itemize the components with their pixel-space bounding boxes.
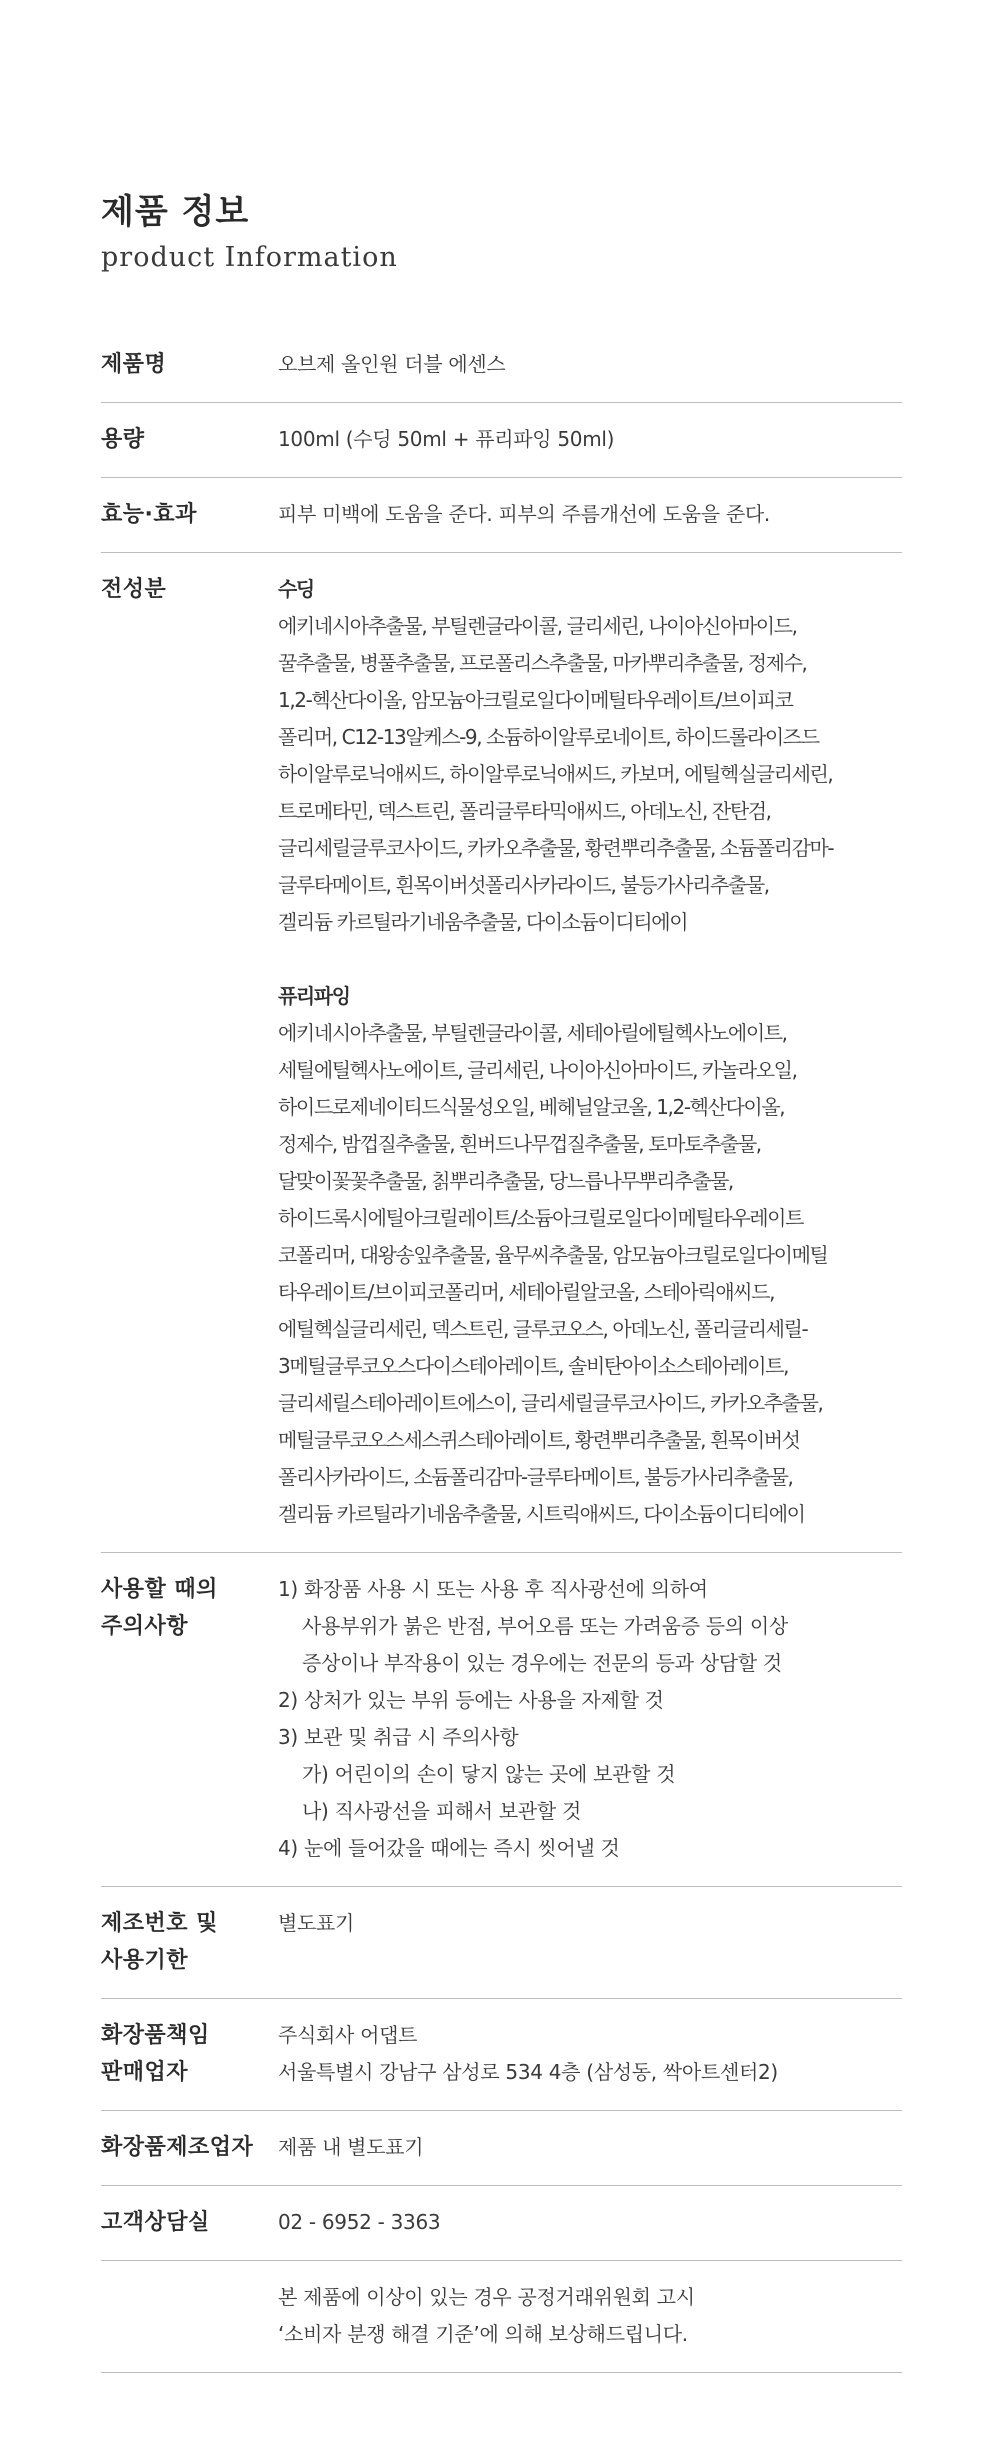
seller-info bbox=[278, 2017, 902, 2091]
ingredient-line: 글리세릴글루코사이드, 카카오추출물, 황련뿌리추출물, 소듐폴리감마- bbox=[278, 836, 834, 860]
purifying-title: 퓨리파잉 bbox=[278, 984, 350, 1008]
ingredient-line: 1,2-헥산다이올, 암모늄아크릴로일다이메틸타우레이트/브이피코 bbox=[278, 688, 793, 712]
row-label bbox=[101, 2017, 278, 2091]
notice-line: 본 제품에 이상이 있는 경우 공정거래위원회 고시 bbox=[278, 2285, 695, 2309]
ingredient-line: 메틸글루코오스세스퀴스테아레이트, 황련뿌리추출물, 흰목이버섯 bbox=[278, 1428, 800, 1452]
row-seller bbox=[101, 1999, 902, 2111]
ingredient-line: 하이드로제네이티드식물성오일, 베헤닐알코올, 1,2-헥산다이올, bbox=[278, 1095, 785, 1119]
row-label: 전성분 bbox=[101, 577, 167, 602]
row-label-empty bbox=[101, 2279, 278, 2353]
row-value: 별도표기 bbox=[278, 1911, 355, 1935]
paragraph-gap bbox=[278, 941, 902, 978]
ingredient-line: 꿀추출물, 병풀추출물, 프로폴리스추출물, 마카뿌리추출물, 정제수, bbox=[278, 651, 807, 675]
caution-list bbox=[278, 1571, 902, 1867]
ingredient-line: 겔리듐 카르틸라기네움추출물, 시트릭애씨드, 다이소듐이디티에이 bbox=[278, 1502, 805, 1526]
ingredient-line: 폴리머, C12-13알케스-9, 소듐하이알루로네이트, 하이드롤라이즈드 bbox=[278, 725, 819, 749]
notice-text bbox=[278, 2279, 902, 2353]
ingredient-line: 3메틸글루코오스다이스테아레이트, 솔비탄아이소스테아레이트, bbox=[278, 1354, 789, 1378]
ingredient-line: 에키네시아추출물, 부틸렌글라이콜, 세테아릴에틸헥사노에이트, bbox=[278, 1021, 787, 1045]
caution-line: 1) 화장품 사용 시 또는 사용 후 직사광선에 의하여 bbox=[278, 1577, 708, 1601]
page-subtitle: product Information bbox=[101, 242, 398, 273]
ingredient-line: 글루타메이트, 흰목이버섯폴리사카라이드, 불등가사리추출물, bbox=[278, 873, 769, 897]
row-caution bbox=[101, 1553, 902, 1887]
caution-line: 4) 눈에 들어갔을 때에는 즉시 씻어낼 것 bbox=[278, 1836, 620, 1860]
label-line: 화장품책임 bbox=[101, 2023, 210, 2048]
row-label: 고객상담실 bbox=[101, 2210, 210, 2235]
product-info-table bbox=[101, 328, 902, 2373]
caution-line: 2) 상처가 있는 부위 등에는 사용을 자제할 것 bbox=[278, 1688, 664, 1712]
row-volume bbox=[101, 403, 902, 478]
caution-line: 사용부위가 붉은 반점, 부어오름 또는 가려움증 등의 이상 bbox=[302, 1614, 788, 1638]
seller-address: 서울특별시 강남구 삼성로 534 4층 (삼성동, 싹아트센터2) bbox=[278, 2060, 778, 2084]
row-label bbox=[101, 1905, 278, 1979]
ingredient-line: 하이드록시에틸아크릴레이트/소듐아크릴로일다이메틸타우레이트 bbox=[278, 1206, 804, 1230]
caution-line: 가) 어린이의 손이 닿지 않는 곳에 보관할 것 bbox=[302, 1762, 676, 1786]
label-line: 사용할 때의 bbox=[101, 1577, 218, 1602]
row-value: 제품 내 별도표기 bbox=[278, 2135, 424, 2159]
ingredient-line: 정제수, 밤껍질추출물, 흰버드나무껍질추출물, 토마토추출물, bbox=[278, 1132, 761, 1156]
row-value: 피부 미백에 도움을 준다. 피부의 주름개선에 도움을 준다. bbox=[278, 502, 770, 526]
row-ingredients bbox=[101, 553, 902, 1553]
row-value: 100ml (수딩 50ml + 퓨리파잉 50ml) bbox=[278, 427, 615, 451]
soothing-title: 수딩 bbox=[278, 577, 314, 601]
product-info-section bbox=[101, 190, 902, 2373]
page-title: 제품 정보 bbox=[101, 192, 250, 232]
label-line: 제조번호 및 bbox=[101, 1911, 218, 1936]
row-value: 오브제 올인원 더블 에센스 bbox=[278, 352, 506, 376]
row-manufacturer bbox=[101, 2111, 902, 2186]
row-label: 용량 bbox=[101, 427, 145, 452]
phone-number: 02 - 6952 - 3363 bbox=[278, 2210, 441, 2234]
seller-name: 주식회사 어댑트 bbox=[278, 2023, 418, 2047]
ingredient-line: 폴리사카라이드, 소듐폴리감마-글루타메이트, 불등가사리추출물, bbox=[278, 1465, 793, 1489]
row-notice bbox=[101, 2261, 902, 2373]
row-lot-expiry bbox=[101, 1887, 902, 1999]
row-label bbox=[101, 1571, 278, 1867]
row-label: 제품명 bbox=[101, 352, 167, 377]
ingredient-line: 타우레이트/브이피코폴리머, 세테아릴알코올, 스테아릭애씨드, bbox=[278, 1280, 775, 1304]
ingredient-line: 에키네시아추출물, 부틸렌글라이콜, 글리세린, 나이아신아마이드, bbox=[278, 614, 797, 638]
label-line: 사용기한 bbox=[101, 1948, 189, 1973]
caution-line: 나) 직사광선을 피해서 보관할 것 bbox=[302, 1799, 581, 1823]
label-line: 주의사항 bbox=[101, 1614, 189, 1639]
caution-line: 증상이나 부작용이 있는 경우에는 전문의 등과 상담할 것 bbox=[302, 1651, 782, 1675]
row-label: 효능·효과 bbox=[101, 502, 197, 527]
ingredient-line: 트로메타민, 덱스트린, 폴리글루타믹애씨드, 아데노신, 잔탄검, bbox=[278, 799, 771, 823]
ingredients-list bbox=[278, 571, 902, 1533]
ingredient-line: 코폴리머, 대왕송잎추출물, 율무씨추출물, 암모늄아크릴로일다이메틸 bbox=[278, 1243, 828, 1267]
ingredient-line: 달맞이꽃꽃추출물, 칡뿌리추출물, 당느릅나무뿌리추출물, bbox=[278, 1169, 733, 1193]
ingredient-line: 하이알루로닉애씨드, 하이알루로닉애씨드, 카보머, 에틸헥실글리세린, bbox=[278, 762, 833, 786]
ingredient-line: 겔리듐 카르틸라기네움추출물, 다이소듐이디티에이 bbox=[278, 910, 688, 934]
ingredient-line: 글리세릴스테아레이트에스이, 글리세릴글루코사이드, 카카오추출물, bbox=[278, 1391, 823, 1415]
ingredient-line: 에틸헥실글리세린, 덱스트린, 글루코오스, 아데노신, 폴리글리세릴- bbox=[278, 1317, 808, 1341]
ingredient-line: 세틸에틸헥사노에이트, 글리세린, 나이아신아마이드, 카놀라오일, bbox=[278, 1058, 797, 1082]
row-effect bbox=[101, 478, 902, 553]
label-line: 판매업자 bbox=[101, 2060, 189, 2085]
notice-line: ‘소비자 분쟁 해결 기준’에 의해 보상해드립니다. bbox=[278, 2322, 688, 2346]
row-customer-service bbox=[101, 2186, 902, 2261]
caution-line: 3) 보관 및 취급 시 주의사항 bbox=[278, 1725, 519, 1749]
row-product-name bbox=[101, 328, 902, 403]
row-label: 화장품제조업자 bbox=[101, 2135, 254, 2160]
